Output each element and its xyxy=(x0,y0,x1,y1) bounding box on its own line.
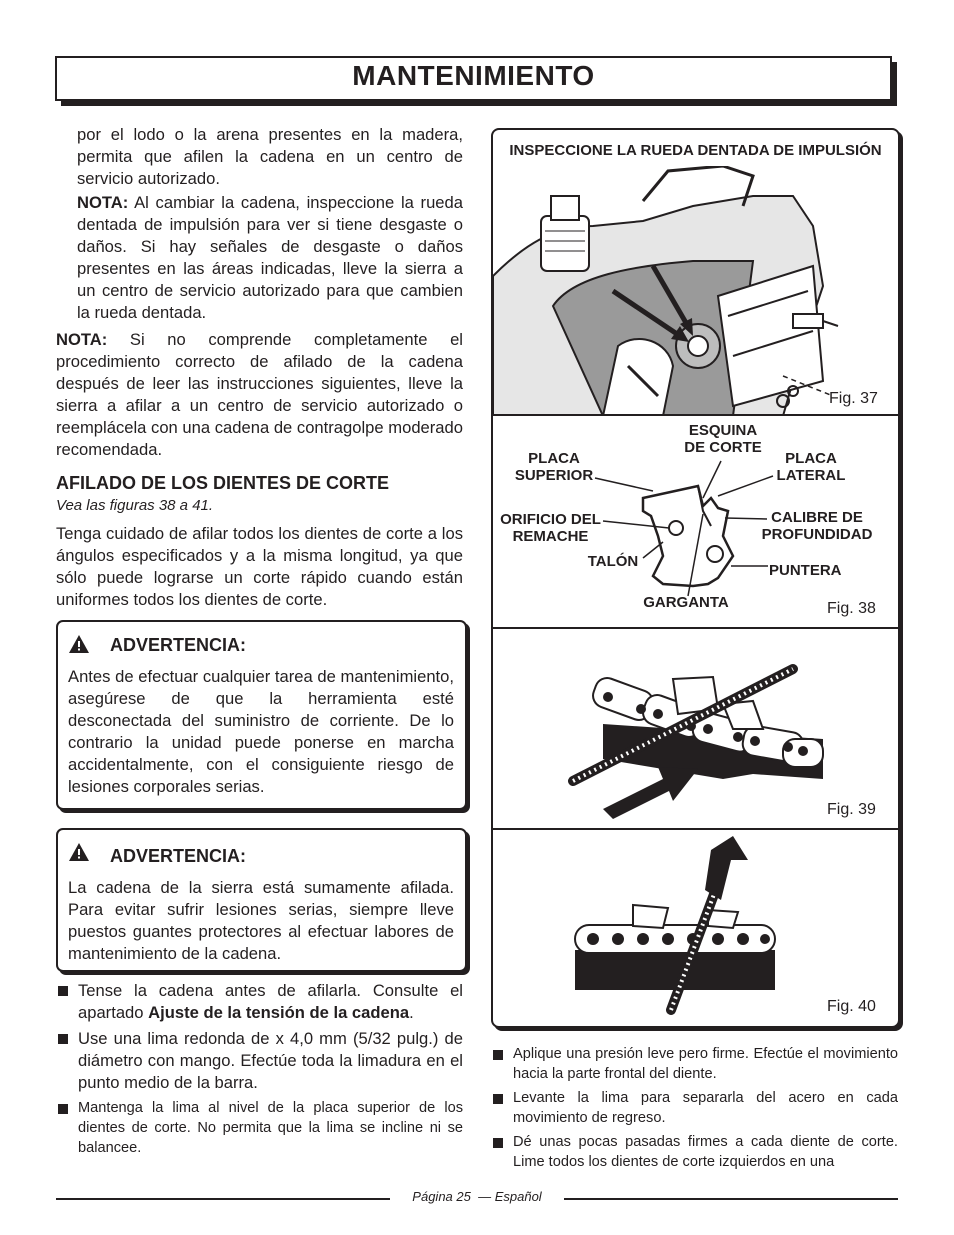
section-paragraph: Tenga cuidado de afilar todos los dientes de corte a los ángulos especificados y a la misma longitud, ya que sólo puede lograrse un corte rápido cuando están uniformes todos los dientes de corte. xyxy=(56,524,463,609)
paragraph-intro-text: por el lodo o la arena presentes en la madera, permita que afilen la cadena en un centro de servicio autorizado. xyxy=(77,125,463,188)
figure-40 xyxy=(493,830,898,1024)
warning-2-title: ADVERTENCIA: xyxy=(110,846,247,866)
label-cutting-corner: ESQUINA DE CORTE xyxy=(684,422,762,456)
note-2-label: NOTA: xyxy=(56,330,108,349)
list-item xyxy=(491,1044,898,1084)
warning-icon xyxy=(68,842,90,862)
note-1-text: Al cambiar la cadena, inspeccione la rueda dentada de impulsión para ver si tiene desgaste o daños. Si hay señales de desgaste o daños presentes en las áreas indicadas, lleve la sierra a un centro de servicio autorizado para que cambien la rueda dentada. xyxy=(77,193,463,322)
paragraph-intro xyxy=(77,124,463,190)
section-title: AFILADO DE LOS DIENTES DE CORTE xyxy=(56,473,390,493)
note-1-label: NOTA: xyxy=(77,193,129,212)
file-angle-illustration xyxy=(493,830,898,1024)
figure-39-label: Fig. 39 xyxy=(827,801,876,818)
warning-icon xyxy=(68,634,90,654)
figure-37-label: Fig. 37 xyxy=(829,390,878,407)
bullet-1-end: . xyxy=(409,1003,414,1022)
figure-37-caption: INSPECCIONE LA RUEDA DENTADA DE IMPULSIÓN xyxy=(509,142,882,159)
page-language: — Español xyxy=(478,1189,542,1204)
label-toe: PUNTERA xyxy=(769,562,842,579)
page-footer xyxy=(0,1189,954,1204)
chainsaw-sprocket-illustration xyxy=(493,166,898,414)
note-2-text: Si no comprende completamente el procedimiento correcto de afilado de la cadena después de leer las instrucciones siguientes, lleve la sierra a afilar a un centro de servicio autorizado o reemplácela con una cadena de contragolpe moderado recomendada. xyxy=(56,330,463,459)
right-bullet-1-text: Aplique una presión leve pero firme. Efectúe el movimiento hacia la parte frontal del diente. xyxy=(513,1046,898,1082)
label-top-plate: PLACA SUPERIOR xyxy=(514,450,594,484)
warning-box-1 xyxy=(56,620,467,810)
file-on-chain-illustration xyxy=(493,629,898,829)
list-item xyxy=(56,1098,463,1158)
note-2 xyxy=(56,329,463,461)
label-gullet: GARGANTA xyxy=(643,594,729,611)
figure-38 xyxy=(493,416,898,626)
note-1 xyxy=(77,192,463,324)
figure-37 xyxy=(493,130,898,414)
right-bullet-list xyxy=(491,1044,898,1172)
list-item xyxy=(491,1132,898,1172)
right-bullet-3-text: Dé unas pocas pasadas firmes a cada diente de corte. Lime todos los dientes de corte izquierdos en una xyxy=(513,1134,898,1170)
list-item xyxy=(56,1028,463,1094)
label-depth-gauge: CALIBRE DE PROFUNDIDAD xyxy=(761,509,873,543)
page-number: Página 25 xyxy=(412,1189,471,1204)
section-subtitle: Vea las figuras 38 a 41. xyxy=(56,497,214,514)
bullet-3-text: Mantenga la lima al nivel de la placa superior de los dientes de corte. No permita que la lima se incline ni se balancee. xyxy=(78,1100,463,1156)
right-bullet-2-text: Levante la lima para separarla del acero en cada movimiento de regreso. xyxy=(513,1090,898,1126)
warning-1-text: Antes de efectuar cualquier tarea de mantenimiento, asegúrese de que la herramienta esté desconectada del suministro de corriente. De lo contrario la unidad puede ponerse en marcha accidentalmente, con el consiguiente riesgo de lesiones corporales serias. xyxy=(68,667,454,796)
label-side-plate: PLACA LATERAL xyxy=(776,450,846,484)
list-item xyxy=(56,980,463,1024)
warning-2-text: La cadena de la sierra está sumamente afilada. Para evitar sufrir lesiones serias, siempre lleve puestos guantes protectores al efectuar labores de mantenimiento de la cadena. xyxy=(68,878,454,963)
left-bullet-list xyxy=(56,980,463,1158)
figure-39 xyxy=(493,629,898,829)
bullet-2-text: Use una lima redonda de x 4,0 mm (5/32 pulg.) de diámetro con mango. Efectúe toda la limadura en el punto medio de la barra. xyxy=(78,1029,463,1092)
label-rivet-hole: ORIFICIO DEL REMACHE xyxy=(500,511,601,545)
label-heel: TALÓN xyxy=(587,553,639,570)
bullet-1-text: Tense la cadena antes de afilarla. Consulte el apartado xyxy=(78,981,463,1022)
figure-38-label: Fig. 38 xyxy=(827,600,876,617)
figure-40-label: Fig. 40 xyxy=(827,998,876,1015)
warning-1-title: ADVERTENCIA: xyxy=(110,635,247,655)
list-item xyxy=(491,1088,898,1128)
warning-box-2 xyxy=(56,828,467,972)
page-title: MANTENIMIENTO xyxy=(352,60,595,91)
bullet-1-link-text: Ajuste de la tensión de la cadena xyxy=(148,1003,410,1022)
